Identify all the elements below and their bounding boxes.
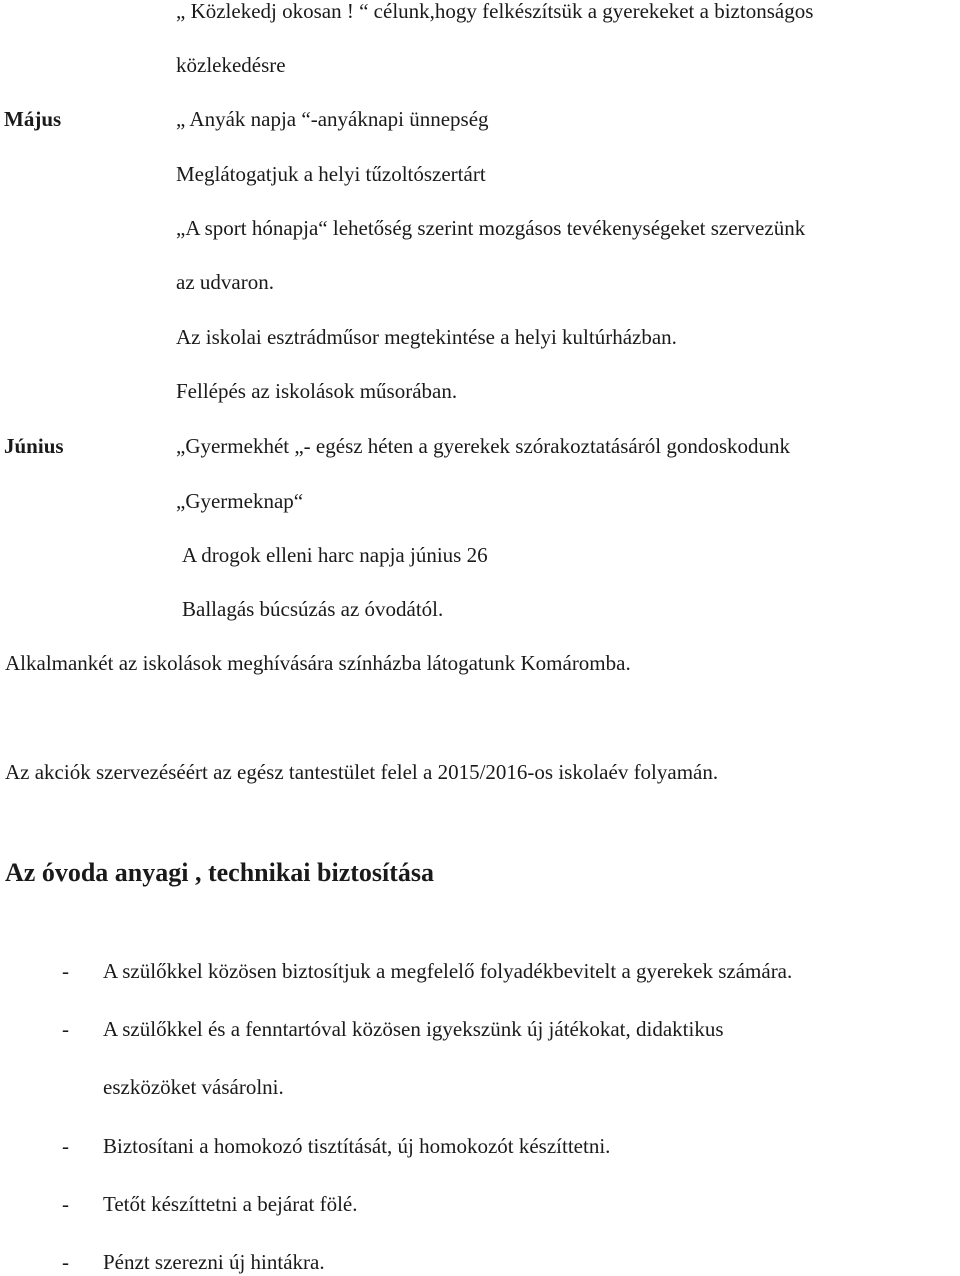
occasional-paragraph: Alkalmankét az iskolások meghívására színházba látogatunk Komáromba.	[5, 651, 631, 675]
june-item: „Gyermekhét „- egész héten a gyerekek szórakoztatásáról gondoskodunk	[176, 434, 790, 458]
responsibility-paragraph: Az akciók szervezéséért az egész tantestület felel a 2015/2016-os iskolaév folyamán.	[5, 760, 719, 784]
bullet-text-continuation: eszközöket vásárolni.	[103, 1075, 284, 1099]
section-heading: Az óvoda anyagi , technikai biztosítása	[5, 858, 435, 887]
may-item: az udvaron.	[176, 270, 274, 294]
bullet-text: Pénzt szerezni új hintákra.	[103, 1250, 325, 1274]
bullet-dash: -	[62, 959, 69, 983]
may-item: Meglátogatjuk a helyi tűzoltószertárt	[176, 162, 486, 186]
june-item: Ballagás búcsúzás az óvodától.	[182, 597, 444, 621]
intro-line-2: közlekedésre	[176, 53, 286, 77]
june-item: „Gyermeknap“	[176, 489, 304, 513]
bullet-dash: -	[62, 1192, 69, 1216]
may-item: Az iskolai esztrádműsor megtekintése a helyi kultúrházban.	[176, 325, 677, 349]
may-item: „ Anyák napja “-anyáknapi ünnepség	[176, 107, 489, 131]
bullet-text: Tetőt készíttetni a bejárat fölé.	[103, 1192, 358, 1216]
month-label-june: Június	[4, 434, 64, 458]
may-item: Fellépés az iskolások műsorában.	[176, 379, 458, 403]
bullet-text: Biztosítani a homokozó tisztítását, új homokozót készíttetni.	[103, 1134, 611, 1158]
bullet-text: A szülőkkel közösen biztosítjuk a megfelelő folyadékbevitelt a gyerekek számára.	[103, 959, 793, 983]
bullet-dash: -	[62, 1134, 69, 1158]
month-label-may: Május	[4, 107, 62, 131]
may-item: „A sport hónapja“ lehetőség szerint mozgásos tevékenységeket szervezünk	[176, 216, 806, 240]
bullet-dash: -	[62, 1250, 69, 1274]
bullet-text: A szülőkkel és a fenntartóval közösen igyekszünk új játékokat, didaktikus	[103, 1017, 724, 1041]
intro-line-1: „ Közlekedj okosan ! “ célunk,hogy felkészítsük a gyerekeket a biztonságos	[176, 0, 814, 23]
bullet-dash: -	[62, 1017, 69, 1041]
june-item: A drogok elleni harc napja június 26	[182, 543, 488, 567]
